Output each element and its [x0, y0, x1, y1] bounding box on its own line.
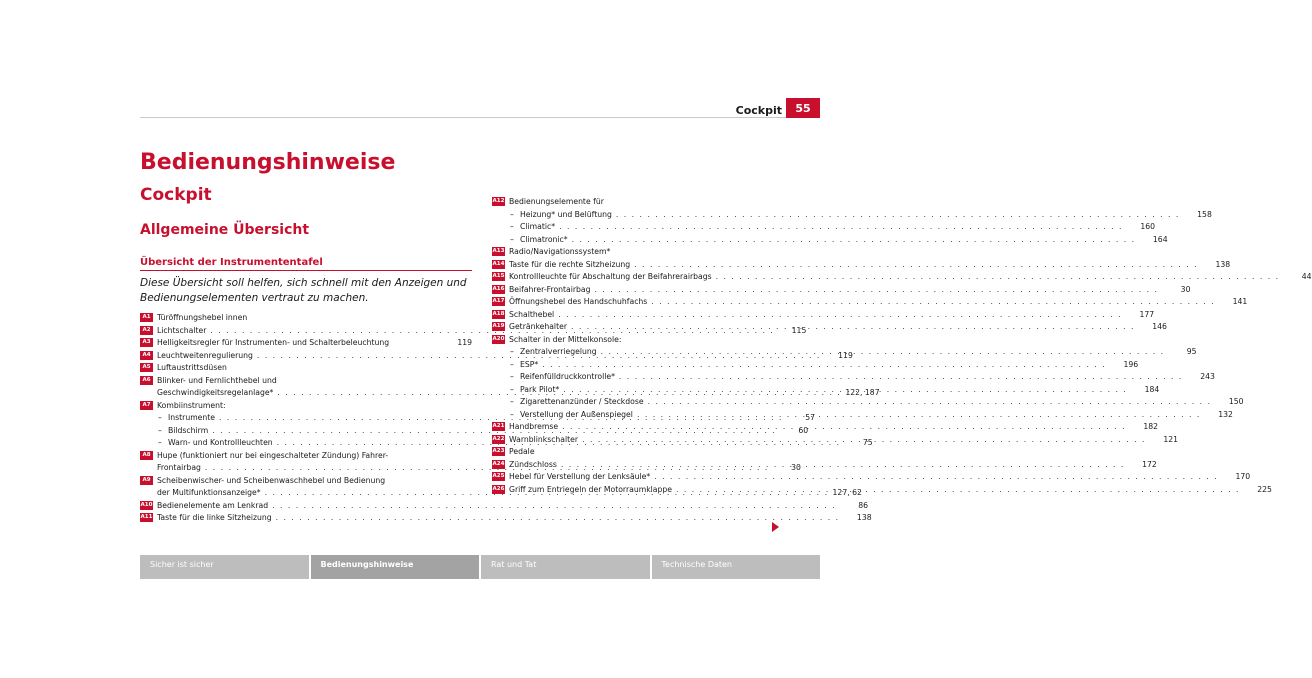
legend-label: Beifahrer-Frontairbag — [509, 284, 591, 294]
dot-leader — [276, 512, 840, 525]
legend-label: der Multifunktionsanzeige* — [157, 488, 261, 497]
callout-number-badge: A21 — [492, 423, 505, 429]
page-reference[interactable]: 141 — [1232, 297, 1248, 306]
callout-number-badge: A19 — [492, 323, 505, 329]
callout-number-badge: A25 — [492, 473, 505, 479]
legend-label: Kontrollleuchte für Abschaltung der Beifahrerairbags — [509, 272, 712, 281]
legend-label: Luftaustrittsdüsen — [157, 363, 227, 372]
legend-item — [140, 512, 872, 525]
callout-number-badge: A12 — [492, 198, 505, 204]
chapter-title: Bedienungshinweise — [140, 150, 396, 175]
page-reference[interactable]: 182 — [1143, 422, 1159, 431]
callout-number-badge: A20 — [492, 335, 505, 342]
subsection-title: Allgemeine Übersicht — [140, 222, 310, 238]
legend-item — [492, 309, 1155, 322]
page-reference[interactable]: 225 — [1257, 484, 1272, 494]
topic-title: Übersicht der Instrumententafel — [140, 257, 323, 268]
page-reference[interactable]: 119 — [457, 338, 472, 347]
callout-number-badge: A1 — [140, 313, 153, 322]
dot-leader — [562, 421, 1126, 434]
legend-line — [157, 362, 472, 375]
legend-label: Scheibenwischer- und Scheibenwaschhebel und Bedienung — [157, 475, 386, 485]
legend-line — [157, 450, 472, 463]
legend-item — [140, 362, 472, 375]
callout-number-badge: A10 — [140, 501, 153, 508]
bullet-dash: – — [158, 425, 162, 435]
legend-line — [509, 309, 1155, 322]
legend-label: Taste für die linke Sitzheizung — [157, 513, 272, 522]
page-reference[interactable]: 160 — [1140, 222, 1156, 231]
callout-number-badge: A14 — [492, 260, 505, 267]
page-reference[interactable]: 57 — [805, 413, 815, 422]
page-reference[interactable]: 146 — [1152, 322, 1167, 331]
callout-number-badge: A6 — [140, 376, 153, 385]
callout-number-badge: A8 — [140, 451, 153, 460]
legend-item — [140, 500, 869, 513]
page-reference[interactable]: 184 — [1144, 384, 1160, 394]
legend-label: Lichtschalter — [157, 325, 207, 335]
legend-label: Kombiinstrument: — [157, 400, 226, 410]
legend-line — [157, 512, 872, 525]
dot-leader — [716, 271, 1280, 284]
callout-number-badge: A2 — [140, 326, 153, 335]
dot-leader — [676, 484, 1240, 497]
legend-label: Zündschloss — [509, 459, 557, 469]
page-reference[interactable]: 172 — [1142, 459, 1157, 469]
bullet-dash: – — [510, 209, 514, 219]
legend-label: Türöffnungshebel innen — [157, 313, 248, 322]
legend-label: Climatic* — [520, 222, 556, 231]
callout-number-badge: A4 — [140, 351, 153, 360]
callout-number-badge: A9 — [140, 476, 153, 485]
legend-line — [509, 246, 770, 259]
running-header-title: Cockpit — [735, 104, 782, 117]
legend-label: Hupe (funktioniert nur bei eingeschalteter Zündung) Fahrer- — [157, 450, 389, 460]
legend-label: Blinker- und Fernlichthebel und — [157, 375, 277, 385]
chapter-tab[interactable]: Rat und Tat — [481, 555, 650, 579]
dot-leader — [558, 309, 1122, 322]
dot-leader — [572, 234, 1136, 247]
legend-label: Pedale — [509, 447, 535, 456]
callout-number-badge: A11 — [140, 514, 153, 520]
callout-number-badge: A7 — [140, 401, 153, 410]
legend-label: Frontairbag — [157, 463, 201, 472]
page-reference[interactable]: 138 — [1215, 259, 1231, 269]
bullet-dash: – — [510, 359, 514, 369]
page-reference[interactable]: 196 — [1123, 359, 1139, 369]
callout-number-badge: A26 — [492, 485, 505, 492]
dot-leader — [634, 259, 1198, 272]
legend-label: Handbremse — [509, 422, 559, 431]
legend-item — [492, 196, 1212, 246]
legend-line — [509, 284, 1191, 297]
intro-text: Diese Übersicht soll helfen, sich schnell mit den Anzeigen und Bedienungselementen vertraut zu machen. — [140, 277, 467, 304]
callout-number-badge: A3 — [140, 338, 153, 347]
legend-item — [492, 446, 770, 459]
page-reference[interactable]: 44 — [1301, 272, 1312, 281]
page-reference[interactable]: 122, 187 — [845, 388, 880, 397]
legend-line — [509, 446, 770, 459]
page-reference[interactable]: 60 — [798, 425, 809, 435]
legend-line — [509, 221, 1156, 234]
legend-label: Park Pilot* — [520, 384, 560, 394]
bullet-dash: – — [510, 347, 514, 356]
legend-label: Öffnungshebel des Handschuhfachs — [509, 297, 648, 306]
legend-line — [509, 371, 1215, 384]
legend-line — [509, 259, 1231, 272]
legend-line — [157, 312, 472, 325]
legend-line — [157, 400, 472, 413]
bullet-dash: – — [510, 222, 514, 231]
page-reference[interactable]: 138 — [856, 513, 872, 522]
chapter-tab[interactable]: Technische Daten — [652, 555, 821, 579]
legend-label: Warn- und Kontrollleuchten — [168, 438, 273, 447]
legend-label: Heizung* und Belüftung — [520, 209, 612, 219]
callout-number-badge: A5 — [140, 363, 153, 372]
legend-line — [157, 337, 472, 350]
legend-line — [509, 396, 1244, 409]
legend-label: Zigarettenanzünder / Steckdose — [520, 397, 644, 406]
dot-leader — [651, 296, 1215, 309]
legend-item — [140, 312, 472, 325]
bullet-dash: – — [510, 409, 514, 419]
legend-item — [492, 259, 1231, 272]
page-reference[interactable]: 115 — [791, 325, 807, 335]
legend-item — [140, 337, 472, 350]
legend-label: ESP* — [520, 359, 539, 369]
callout-number-badge: A23 — [492, 448, 505, 454]
legend-label: Instrumente — [168, 413, 216, 422]
page-reference[interactable]: 75 — [862, 438, 873, 447]
callout-number-badge: A18 — [492, 310, 505, 317]
page-reference[interactable]: 164 — [1152, 234, 1168, 244]
legend-line — [509, 209, 1212, 222]
legend-item — [492, 284, 1191, 297]
page-reference[interactable]: 30 — [1180, 284, 1191, 294]
legend-label: Leuchtweitenregulierung — [157, 350, 253, 360]
legend-label: Bildschirm — [168, 425, 209, 435]
page-reference[interactable]: 30 — [791, 463, 801, 472]
dot-leader — [648, 396, 1212, 409]
dot-leader — [637, 409, 1201, 422]
legend-label: Getränkehalter — [509, 322, 567, 331]
dot-leader — [619, 371, 1183, 384]
callout-number-badge: A16 — [492, 285, 505, 292]
legend-line — [509, 234, 1168, 247]
page-reference[interactable]: 132 — [1218, 409, 1233, 419]
header-rule — [140, 117, 820, 118]
callout-number-badge: A17 — [492, 298, 505, 304]
dot-leader — [616, 209, 1180, 222]
legend-line — [157, 500, 869, 513]
legend-item — [492, 246, 770, 259]
page-reference[interactable]: 243 — [1200, 372, 1215, 381]
dot-leader — [542, 359, 1106, 372]
page-number: 55 — [786, 98, 820, 118]
legend-label: Radio/Navigationssystem* — [509, 247, 611, 256]
callout-number-badge: A15 — [492, 273, 505, 279]
dot-leader — [595, 284, 1159, 297]
continue-arrow-icon — [772, 522, 779, 532]
page-reference[interactable]: 86 — [858, 500, 869, 510]
legend-label: Reifenfülldruckkontrolle* — [520, 372, 615, 381]
legend-label: Bedienelemente am Lenkrad — [157, 500, 269, 510]
dot-leader — [601, 346, 1165, 359]
legend-item — [492, 471, 1251, 484]
bullet-dash: – — [510, 397, 514, 406]
page-reference[interactable]: 121 — [1163, 434, 1179, 444]
legend-label: Climatronic* — [520, 234, 568, 244]
legend-label: Helligkeitsregler für Instrumenten- und Schalterbeleuchtung — [157, 338, 390, 347]
callout-number-badge: A24 — [492, 460, 505, 467]
page-reference[interactable]: 177 — [1139, 309, 1155, 319]
legend-label: Taste für die rechte Sitzheizung — [509, 259, 631, 269]
legend-label: Geschwindigkeitsregelanlage* — [157, 388, 274, 397]
legend-label: Schalthebel — [509, 309, 555, 319]
page-reference[interactable]: 119 — [838, 350, 853, 360]
legend-label: Bedienungselemente für — [509, 197, 604, 206]
legend-line — [509, 271, 1312, 284]
legend-line — [509, 359, 1139, 372]
bullet-dash: – — [510, 372, 514, 381]
page-reference[interactable]: 158 — [1197, 209, 1212, 219]
legend-line — [509, 471, 1251, 484]
bullet-dash: – — [510, 384, 514, 394]
page-reference[interactable]: 150 — [1228, 397, 1244, 406]
dot-leader — [561, 459, 1125, 472]
legend-item — [492, 271, 1312, 284]
legend-label: Schalter in der Mittelkonsole: — [509, 334, 622, 344]
dot-leader — [272, 500, 836, 513]
chapter-tabs — [140, 555, 820, 579]
callout-number-badge: A22 — [492, 435, 505, 442]
dot-leader — [654, 471, 1218, 484]
page-reference[interactable]: 95 — [1186, 347, 1197, 356]
page-reference[interactable]: 170 — [1235, 472, 1251, 481]
dot-leader — [582, 434, 1146, 447]
chapter-tab[interactable]: Bedienungshinweise — [311, 555, 480, 579]
topic-rule — [140, 270, 472, 271]
callout-number-badge: A13 — [492, 248, 505, 254]
bullet-dash: – — [158, 438, 162, 447]
legend-label: Hebel für Verstellung der Lenksäule* — [509, 472, 651, 481]
legend-label: Zentralverriegelung — [520, 347, 597, 356]
legend-label: Griff zum Entriegeln der Motorraumklappe — [509, 484, 672, 494]
dot-leader — [563, 384, 1127, 397]
legend-label: Warnblinkschalter — [509, 434, 579, 444]
bullet-dash: – — [158, 413, 162, 422]
page-reference[interactable]: 127, 62 — [832, 488, 862, 497]
legend-line — [509, 196, 770, 209]
dot-leader — [571, 321, 1135, 334]
bullet-dash: – — [510, 234, 514, 244]
legend-line — [509, 296, 1248, 309]
legend-label: Verstellung der Außenspiegel — [520, 409, 633, 419]
legend-line — [509, 334, 770, 347]
chapter-tab[interactable]: Sicher ist sicher — [140, 555, 309, 579]
section-title: Cockpit — [140, 185, 212, 205]
legend-item — [492, 296, 1248, 309]
legend-line — [157, 375, 472, 388]
legend-line — [157, 475, 472, 488]
dot-leader — [559, 221, 1123, 234]
